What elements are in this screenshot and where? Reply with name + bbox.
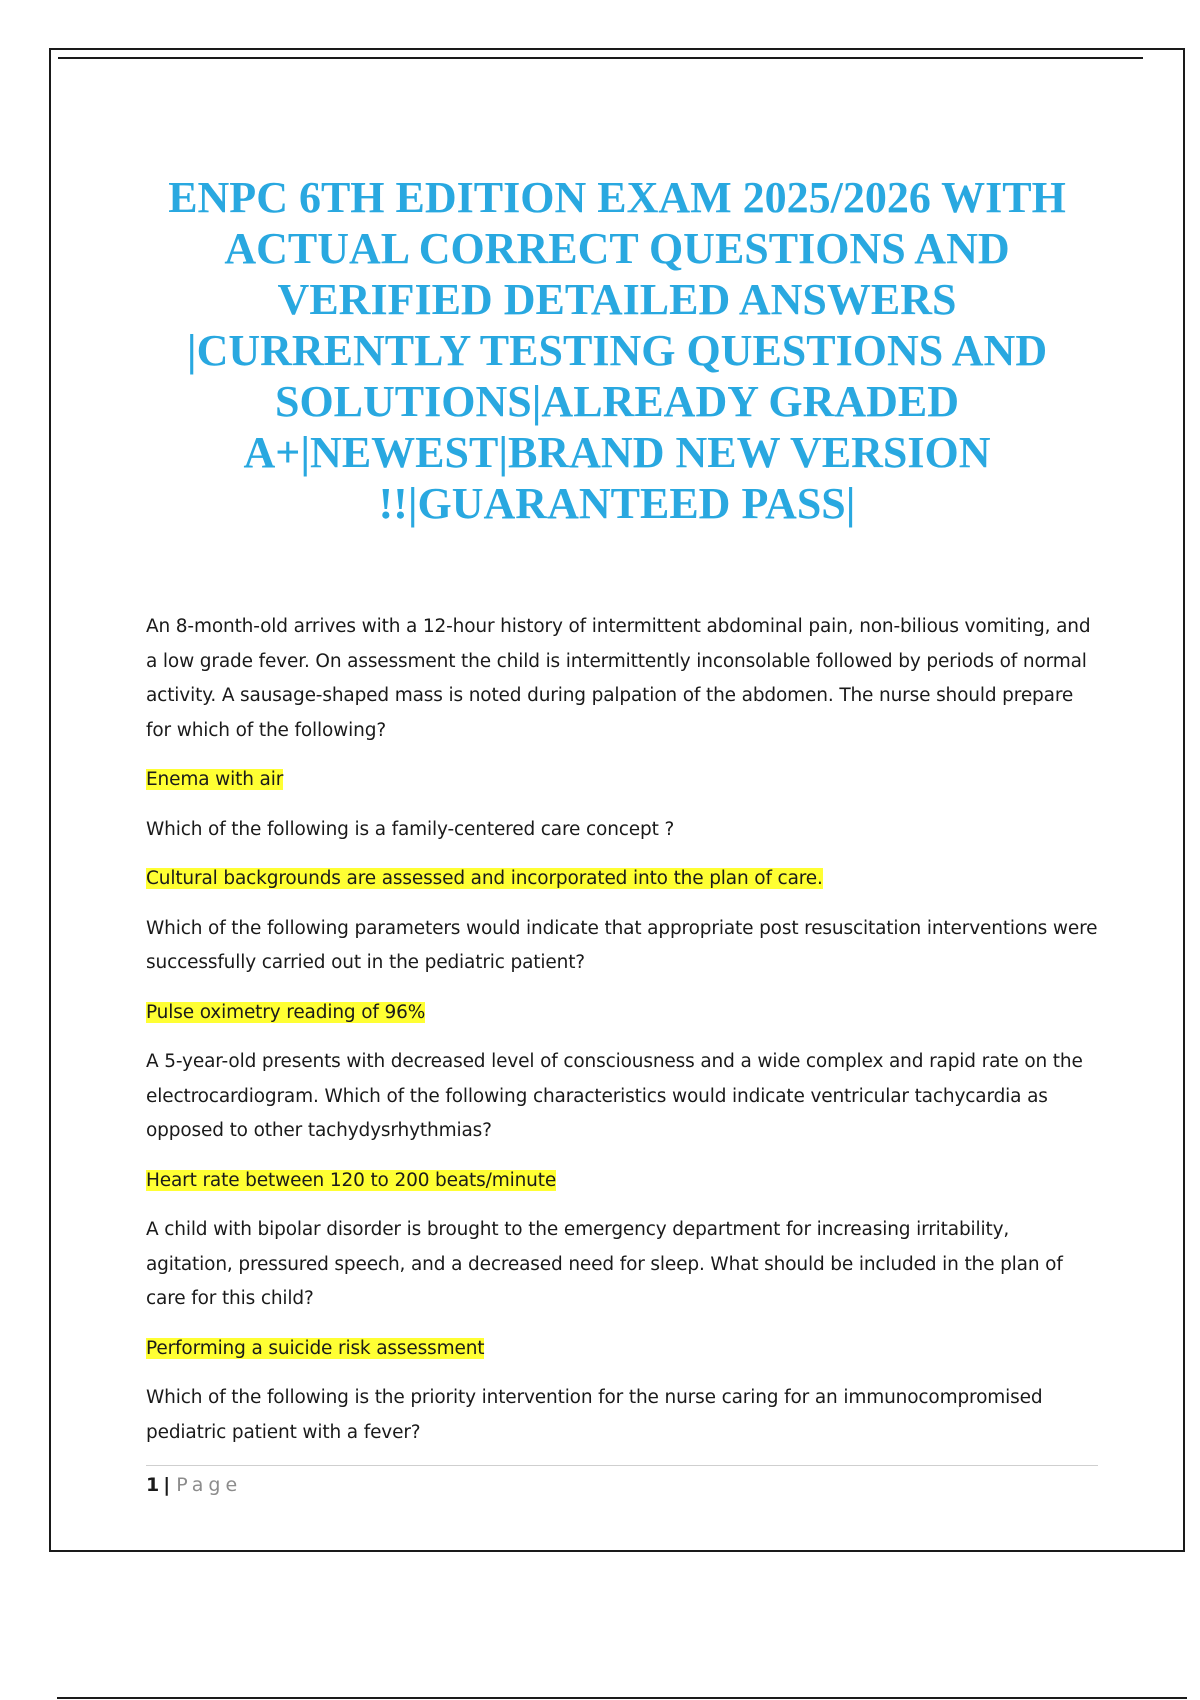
page-number: 1 <box>146 1474 160 1496</box>
answer-5 <box>146 1332 1098 1367</box>
page-footer <box>146 1465 1098 1500</box>
page-frame <box>49 48 1185 1552</box>
document-title: ENPC 6TH EDITION EXAM 2025/2026 WITH ACTUAL CORRECT QUESTIONS AND VERIFIED DETAILED ANSWERS |CURRENTLY TESTING QUESTIONS AND SOLUTIONS|ALREADY GRADED A+|NEWEST|BRAND NEW VERSION !!|GUARANTEED PASS| <box>168 173 1066 528</box>
question-4: A 5-year-old presents with decreased level of consciousness and a wide complex and rapid rate on the electrocardiogram. Which of the following characteristics would indicate ventricular tachycardia as opposed to other tachydysrhythmias? <box>146 1051 1083 1141</box>
answer-3 <box>146 996 1098 1031</box>
question-1: An 8-month-old arrives with a 12-hour history of intermittent abdominal pain, non-bilious vomiting, and a low grade fever. On assessment the child is intermittently inconsolable followed by periods of normal activity. A sausage-shaped mass is noted during palpation of the abdomen. The nurse should prepare for which of the following? <box>146 616 1091 741</box>
answer-3-highlight: Pulse oximetry reading of 96% <box>146 1001 426 1023</box>
question-3: Which of the following parameters would indicate that appropriate post resuscitation interventions were successfully carried out in the pediatric patient? <box>146 917 1098 973</box>
question-5: A child with bipolar disorder is brought to the emergency department for increasing irritability, agitation, pressured speech, and a decreased need for sleep. What should be included in the plan of care for this child? <box>146 1219 1063 1309</box>
qa-content <box>146 610 1098 1465</box>
answer-1-highlight: Enema with air <box>146 769 284 790</box>
answer-4-highlight: Heart rate between 120 to 200 beats/minute <box>146 1169 557 1191</box>
question-2: Which of the following is a family-centered care concept ? <box>146 818 675 840</box>
next-page-top-rule <box>57 1697 1187 1699</box>
answer-1 <box>146 763 1098 798</box>
top-rule <box>58 57 1143 59</box>
question-6: Which of the following is the priority intervention for the nurse caring for an immunocompromised pediatric patient with a fever? <box>146 1387 1043 1443</box>
footer-separator: | <box>163 1474 171 1496</box>
answer-2 <box>146 862 1098 897</box>
answer-2-highlight: Cultural backgrounds are assessed and incorporated into the plan of care. <box>146 868 823 889</box>
answer-4 <box>146 1164 1098 1199</box>
answer-5-highlight: Performing a suicide risk assessment <box>146 1337 485 1359</box>
page-label: Page <box>176 1474 243 1496</box>
